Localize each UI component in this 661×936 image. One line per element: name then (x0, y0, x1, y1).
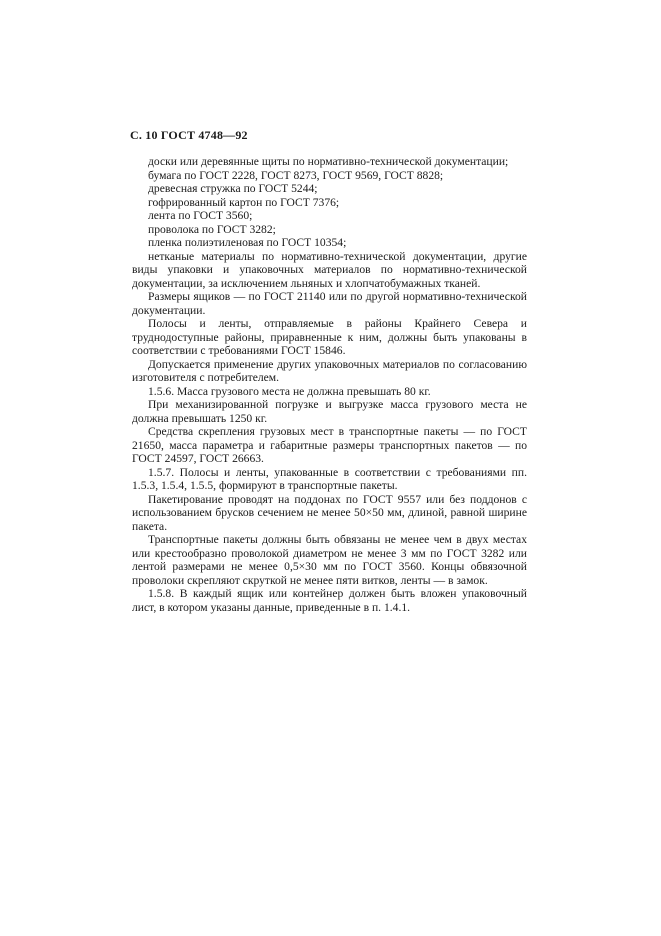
paragraph-wood-boards: доски или деревянные щиты по нормативно-технической документации; (148, 155, 509, 168)
paragraph-paper: бумага по ГОСТ 2228, ГОСТ 8273, ГОСТ 9569, ГОСТ 8828; (148, 168, 444, 182)
page-header: С. 10 ГОСТ 4748—92 (130, 128, 248, 142)
paragraph-far-north: Полосы и ленты, отправляемые в районы Крайнего Севера и труднодоступные районы, приравненные к ним, должны быть упакованы в соответствии с требованиями ГОСТ 15846. (132, 317, 527, 357)
paragraph-1-5-6: 1.5.6. Масса грузового места не должна превышать 80 кг. (148, 384, 431, 398)
paragraph-nonwoven-materials: нетканые материалы по нормативно-технической документации, другие виды упаковки и упаковочных материалов по нормативно-технической документации, за исключением льняных и хлопчатобумажных тканей. (132, 249, 527, 290)
paragraph-1-5-7: 1.5.7. Полосы и ленты, упакованные в соответствии с требованиями пп. 1.5.3, 1.5.4, 1.5.5, формируют в транспортные пакеты. (132, 465, 527, 492)
body-text (132, 155, 527, 614)
paragraph-strapping: Транспортные пакеты должны быть обвязаны не менее чем в двух местах или крестообразно проволокой диаметром не менее 3 мм по ГОСТ 3282 или лентой размерами не менее 0,5×30 мм по ГОСТ 3560. Концы обвязочной проволоки скрепляют скруткой не менее пяти витков, ленты — в замок. (132, 533, 527, 587)
paragraph-polyethylene-film: пленка полиэтиленовая по ГОСТ 10354; (148, 236, 347, 249)
paragraph-corrugated-cardboard: гофрированный картон по ГОСТ 7376; (148, 195, 340, 209)
paragraph-packaging: Пакетирование проводят на поддонах по ГОСТ 9557 или без поддонов с использованием брусков сечением не менее 50×50 мм, длиной, равной ширине пакета. (132, 492, 527, 533)
paragraph-box-sizes: Размеры ящиков — по ГОСТ 21140 или по другой нормативно-технической документации. (132, 290, 527, 317)
paragraph-tape: лента по ГОСТ 3560; (148, 209, 253, 222)
paragraph-1-5-8: 1.5.8. В каждый ящик или контейнер должен быть вложен упаковочный лист, в котором указаны данные, приведенные в п. 1.4.1. (132, 587, 527, 614)
paragraph-fastening-means: Средства скрепления грузовых мест в транспортные пакеты — по ГОСТ 21650, масса параметра и габаритные размеры транспортных пакетов — по ГОСТ 24597, ГОСТ 26663. (132, 425, 527, 465)
paragraph-wood-shavings: древесная стружка по ГОСТ 5244; (148, 182, 318, 195)
paragraph-other-materials: Допускается применение других упаковочных материалов по согласованию изготовителя с потребителем. (132, 357, 527, 384)
paragraph-wire: проволока по ГОСТ 3282; (148, 222, 276, 236)
paragraph-mechanized-loading: При механизированной погрузке и выгрузке масса грузового места не должна превышать 1250 кг. (132, 398, 527, 425)
